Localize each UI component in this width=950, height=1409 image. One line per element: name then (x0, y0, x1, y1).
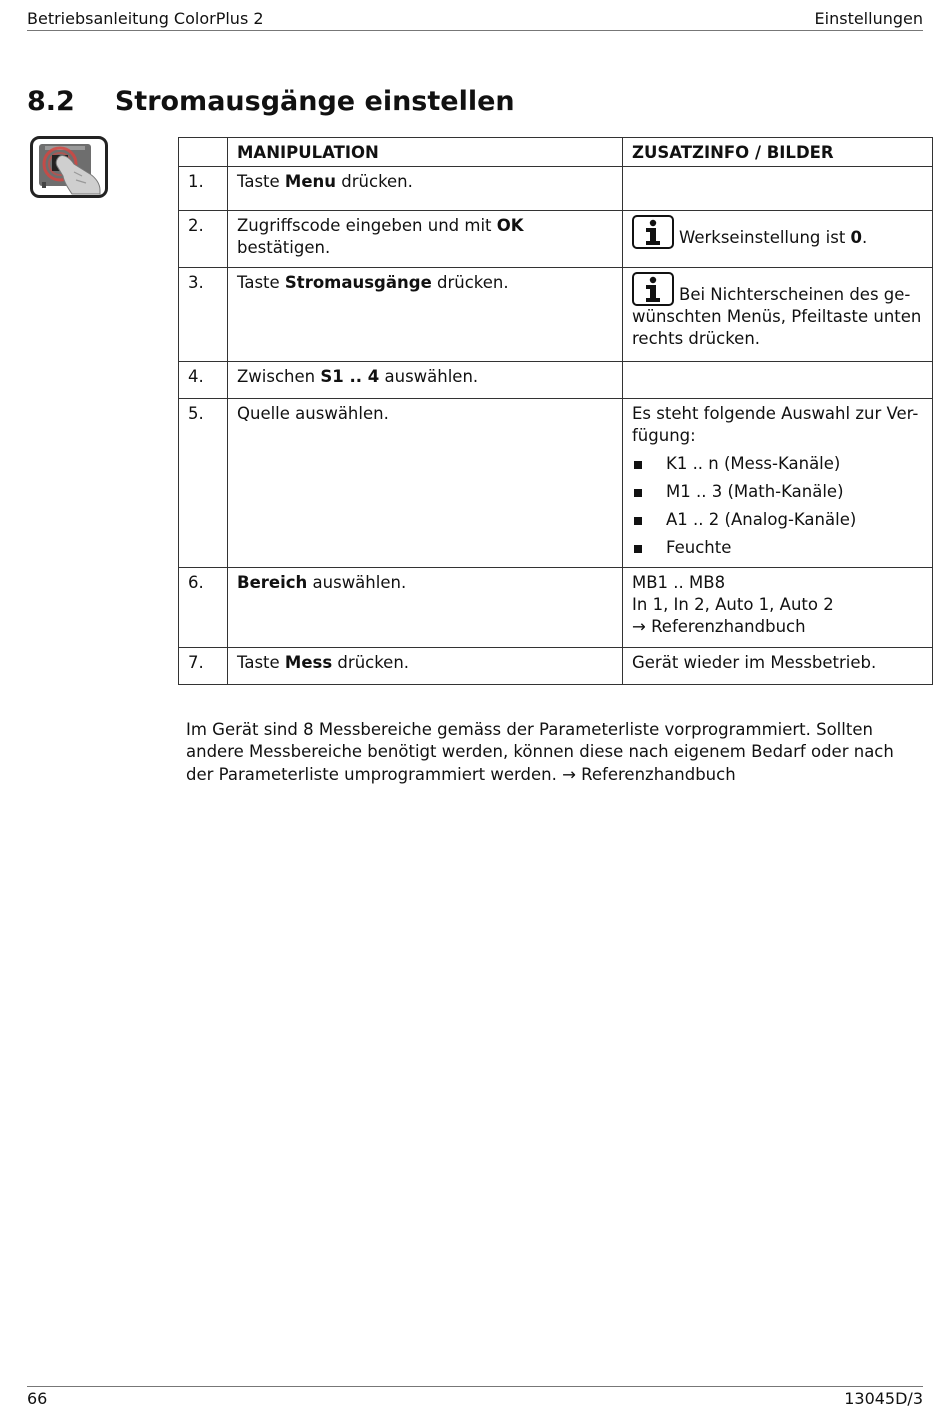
step-number: 7. (179, 648, 228, 685)
step-info: Gerät wieder im Messbetrieb. (623, 648, 933, 685)
input-list: In 1, In 2, Auto 1, Auto 2 (632, 595, 834, 614)
table-row (179, 648, 933, 685)
header-doc-title: Betriebsanleitung ColorPlus 2 (27, 8, 264, 28)
section-number: 8.2 (27, 86, 75, 117)
step-number: 5. (179, 399, 228, 568)
page-number: 66 (27, 1388, 48, 1408)
col-header-number (179, 138, 228, 167)
step-info (623, 399, 933, 568)
step-number: 3. (179, 268, 228, 362)
list-item: K1 .. n (Mess-Kanäle) (632, 453, 923, 475)
page-footer (27, 1386, 923, 1409)
table-row (179, 362, 933, 399)
note-paragraph: Im Gerät sind 8 Messbereiche gemäss der Parameterliste vorprogrammiert. Sollten andere Messbereiche benötigt werden, können diese nach eigenem Bedarf oder nach der Parameterliste umprogrammiert werden. → Referenzhandbuch (186, 719, 894, 784)
table-row (179, 568, 933, 648)
step-text: Taste Mess drücken. (228, 648, 623, 685)
info-text-rest: wünschten Menüs, Pfeiltaste unten rechts drücken. (632, 307, 922, 348)
table-row (179, 211, 933, 268)
table-header-row (179, 138, 933, 167)
step-info (623, 167, 933, 211)
document-number: 13045D/3 (844, 1388, 923, 1408)
range-list: MB1 .. MB8 (632, 573, 726, 592)
step-text: Taste Menu drücken. (228, 167, 623, 211)
info-icon (632, 272, 674, 306)
step-info (623, 211, 933, 268)
step-text: Bereich auswählen. (228, 568, 623, 648)
table-row (179, 268, 933, 362)
table-row (179, 167, 933, 211)
reference-link: → Referenzhandbuch (632, 617, 806, 636)
hand-pressing-button-icon (30, 136, 108, 198)
step-info (623, 268, 933, 362)
step-number: 2. (179, 211, 228, 268)
step-text: Zwischen S1 .. 4 auswählen. (228, 362, 623, 399)
options-intro: Es steht folgende Auswahl zur Ver-fügung: (632, 404, 919, 445)
options-list (632, 453, 923, 559)
step-text: Taste Stromausgänge drücken. (228, 268, 623, 362)
steps-table (178, 137, 933, 685)
header-chapter: Einstellungen (814, 8, 923, 28)
step-number: 1. (179, 167, 228, 211)
info-icon (632, 215, 674, 249)
info-text: Werkseinstellung ist 0. (679, 228, 868, 247)
section-name: Stromausgänge einstellen (114, 86, 515, 117)
step-info (623, 362, 933, 399)
list-item: Feuchte (632, 537, 923, 559)
list-item: A1 .. 2 (Analog-Kanäle) (632, 509, 923, 531)
col-header-manipulation: MANIPULATION (228, 138, 623, 167)
step-number: 4. (179, 362, 228, 399)
page-header (27, 6, 923, 31)
info-text-line1: Bei Nichterscheinen des ge- (679, 285, 911, 304)
step-number: 6. (179, 568, 228, 648)
table-row (179, 399, 933, 568)
section-title (27, 86, 515, 117)
list-item: M1 .. 3 (Math-Kanäle) (632, 481, 923, 503)
step-info (623, 568, 933, 648)
col-header-info: ZUSATZINFO / BILDER (623, 138, 933, 167)
step-text: Quelle auswählen. (228, 399, 623, 568)
step-text: Zugriffscode eingeben und mit OK bestätigen. (228, 211, 623, 268)
